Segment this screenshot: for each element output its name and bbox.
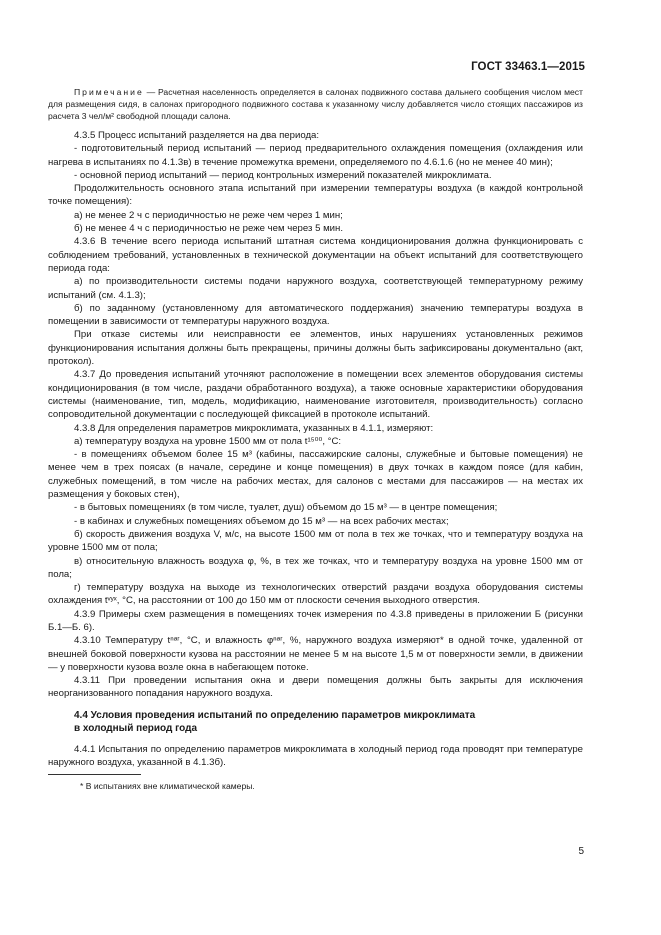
paragraph: 4.3.7 До проведения испытаний уточняют расположение в помещении всех элементов оборудования системы кондиционирования (в том числе, раздачи обработанного воздуха), а также основные характеристики оборудования системы (наименование, тип, модель, модификацию, наименование изготовителя, производительность) согласно сопроводительной документации с последующей фиксацией в протоколе испытаний. (48, 369, 583, 421)
section-heading-line: 4.4 Условия проведения испытаний по определению параметров микроклимата (74, 709, 476, 721)
section-heading (48, 709, 583, 736)
document-code: ГОСТ 33463.1—2015 (471, 61, 585, 73)
footnote: * В испытаниях вне климатической камеры. (80, 781, 255, 792)
footnote-divider (48, 774, 141, 775)
paragraph: 4.3.9 Примеры схем размещения в помещениях точек измерения по 4.3.8 приведены в приложении Б (рисунки Б.1—Б. 6). (48, 608, 583, 633)
paragraph: б) не менее 4 ч с периодичностью не реже чем через 5 мин. (74, 223, 343, 235)
paragraph: - в кабинах и служебных помещениях объемом до 15 м³ — на всех рабочих местах; (74, 515, 449, 527)
paragraph: 4.3.6 В течение всего периода испытаний штатная система кондиционирования должна функционировать с соблюдением требований, установленных в технической документации на объект испытаний для соответствующего периода года: (48, 236, 583, 274)
paragraph: - в помещениях объемом более 15 м³ (кабины, пассажирские салоны, служебные и бытовые помещения) не менее чем в трех поясах (в начале, середине и конце помещения) в двух точках в каждом поясе (для кабин, служебных помещений, в том числе на рабочих местах, для салонов с местами для пассажиров — на местах их размещения у боковых стен), (48, 449, 583, 501)
paragraph: 4.4.1 Испытания по определению параметров микроклимата в холодный период года проводят при температуре наружного воздуха, указанной в 4.1.3б). (48, 743, 583, 769)
paragraph: При отказе системы или неисправности ее элементов, иных нарушениях установленных режимов функционирования испытания должны быть прекращены, причины должны быть зафиксированы документально (акт, протокол). (48, 329, 583, 368)
note-text: — Расчетная населенность определяется в салонах подвижного состава дальнего сообщения числом мест для размещения сидя, в салонах пригородного подвижного состава к указанному числу добавляется число стоящих пассажиров из расчета 3 чел/м² свободной площади салона. (48, 87, 583, 121)
paragraph: г) температуру воздуха на выходе из технологических отверстий раздачи воздуха оборудования системы охлаждения tᵛʸˣ, °С, на расстоянии от 100 до 150 мм от плоскости сечения выходного отверстия. (48, 582, 583, 607)
paragraph: б) по заданному (установленному для автоматического поддержания) значению температуры воздуха в помещении в зависимости от температуры наружного воздуха. (48, 302, 583, 328)
paragraph: а) по производительности системы подачи наружного воздуха, соответствующей температурному режиму испытаний (см. 4.1.3); (48, 276, 583, 301)
paragraph: 4.3.8 Для определения параметров микроклимата, указанных в 4.1.1, измеряют: (74, 422, 434, 434)
paragraph: б) скорость движения воздуха V, м/с, на высоте 1500 мм от пола в тех же точках, что и температуру воздуха на уровне 1500 мм от пола; (48, 528, 583, 554)
paragraph: а) не менее 2 ч с периодичностью не реже чем через 1 мин; (74, 209, 343, 221)
paragraph: 4.3.11 При проведении испытания окна и двери помещения должны быть закрыты для исключения неорганизованного попадания наружного воздуха. (48, 675, 583, 700)
note-paragraph (48, 86, 583, 122)
paragraph: в) относительную влажность воздуха φ, %, в тех же точках, что и температуру воздуха на уровне 1500 мм от пола; (48, 555, 583, 580)
paragraph: - подготовительный период испытаний — период предварительного охлаждения помещения (охлаждения или нагрева в испытаниях по 4.1.3в) в течение промежутка времени, определяемого по 4.6.1.6 (но не менее 40 мин); (48, 143, 583, 168)
page-number: 5 (578, 846, 584, 857)
note-label: Примечание (74, 87, 144, 97)
paragraph: - основной период испытаний — период контрольных измерений показателей микроклимата. (74, 169, 492, 181)
paragraph: - в бытовых помещениях (в том числе, туалет, душ) объемом до 15 м³ — в центре помещения; (74, 502, 498, 514)
paragraph: Продолжительность основного этапа испытаний при измерении температуры воздуха (в каждой контрольной точке помещения): (48, 183, 583, 208)
paragraph: 4.3.10 Температуру tⁿᵃʳ, °С, и влажность φⁿᵃʳ, %, наружного воздуха измеряют* в одной точке, удаленной от внешней боковой поверхности кузова на расстоянии не менее 5 м на высоте 1,5 м от поверхности земли, в движении — у поверхности кузова возле окна в набегающем потоке. (48, 635, 583, 673)
section-heading-line: в холодный период года (74, 723, 198, 735)
paragraph: а) температуру воздуха на уровне 1500 мм от пола t¹⁵⁰⁰, °С: (74, 435, 342, 447)
page-content (48, 86, 583, 794)
paragraph: 4.3.5 Процесс испытаний разделяется на два периода: (74, 130, 320, 141)
